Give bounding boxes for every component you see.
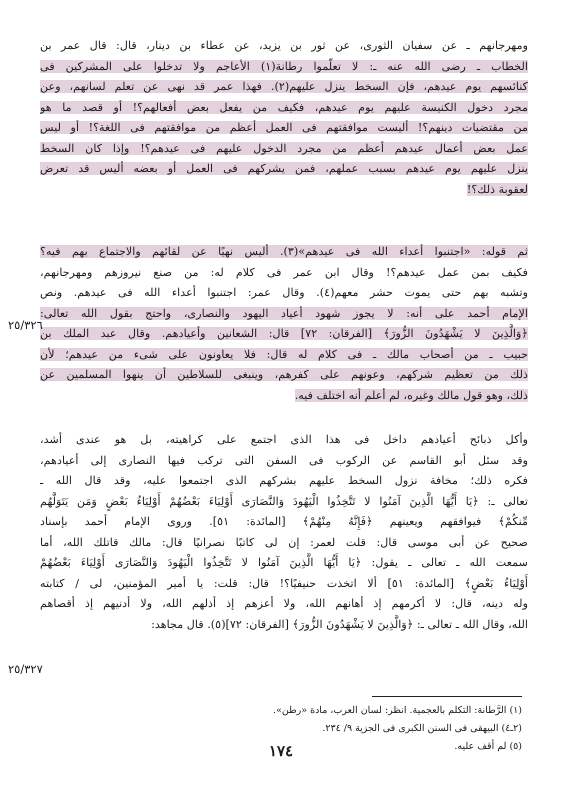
text-line: [40, 386, 528, 407]
text-line: [40, 242, 528, 263]
highlighted-text: الخطاب ـ رضى الله عنه ـ: لا تعلّموا رطانة(١) الأعاجم ولا تدخلوا على المشركين فى: [40, 59, 528, 73]
footnote: (٥) لم أقف عليه.: [454, 741, 522, 752]
text-line: [40, 77, 528, 98]
text-line: فكيف بمن عمل عيدهم؟! وقال ابن عمر فى كلام له: من صنع نيروزهم ومهرجانهم،: [40, 265, 528, 279]
text-line: [40, 324, 528, 345]
page-number: ١٧٤: [268, 742, 294, 760]
highlighted-text: عمل بعض أعمال عيدهم أعظم من مجرد الدخول عليهم فى عيدهم؟! وإذا كان السخط: [40, 141, 528, 155]
highlighted-text: لعقوبة ذلك؟!: [466, 182, 528, 196]
text-line: ومهرجانهم ـ عن سفيان الثورى، عن ثور بن يزيد، عن عطاء بن دينار، قال: قال عمر بن: [40, 39, 528, 52]
text-line: وقد سئل أبو القاسم عن الركوب فى السفن التى تركب فيها النصارى إلى أعيادهم،: [40, 453, 528, 467]
text-line: الله، وقال الله ـ تعالى ـ: ﴿وَالَّذِينَ لا يَشْهَدُونَ الزُّورَ﴾ [الفرقان: ٧٢](٥). قال مجاهد:: [151, 617, 528, 631]
text-line: [40, 365, 528, 386]
highlighted-text: من مقتضيات دينهم؟! أليست موافقتهم فى العمل أعظم من موافقتهم فى اللغة؟! أو ليس: [40, 121, 528, 134]
text-line: مِّنكُمْ﴾ فيوافقهم ويعينهم ﴿فَإِنَّهُ مِنْهُمْ﴾ [المائدة: ٥١]. وروى الإمام أحمد بإسناد: [40, 515, 528, 528]
highlighted-text: مجرد دخول الكنيسة عليهم يوم عيدهم، فكيف من يفعل بعض أفعالهم؟! أو قصد ما هو: [40, 100, 528, 114]
highlighted-text: ينزل عليهم يوم عيدهم بسبب عملهم، فمن يشركهم فى العمل أو بعضه أليس قد تعرض: [40, 162, 528, 175]
text-line: [40, 304, 528, 325]
margin-reference: ٢٥/٣٢٧: [8, 662, 43, 676]
paragraph-2: [40, 242, 528, 406]
text-line: [40, 57, 528, 78]
text-line: وتشبه بهم حتى يموت حشر معهم(٤). وقال عمر: اجتنبوا أعداء الله فى عيدهم. ونص: [40, 286, 528, 299]
text-line: [40, 159, 528, 180]
text-line: وأكل ذبائح أعيادهم داخل فى هذا الذى اجتمع على كراهيته، بل هو عندى أشد،: [40, 433, 528, 446]
text-line: صحيح عن أبى موسى قال: قلت لعمر: إن لى كاتبًا نصرانيًا قال: مالك قاتلك الله، أما: [40, 535, 528, 549]
text-line: أَوْلِيَاءُ بَعْضٍ﴾ [المائدة: ٥١] ألا اتخذت حنيفيًا؟! قال: قلت: يا أمير المؤمنين، لى / كتابته: [40, 576, 528, 590]
highlighted-text: ذلك من تعظيم شركهم، وعونهم على كفرهم، وينبغى للسلاطين أن ينهوا المسلمين عن: [40, 368, 528, 381]
paragraph-1: [40, 36, 528, 200]
text-line: [40, 139, 528, 160]
text-line: [40, 98, 528, 119]
highlighted-text: حبيب ـ من أصحاب مالك ـ فى كلام له قال: فلا يعاونون على شىء من عيدهم؛ لأن: [40, 347, 528, 361]
text-line: [40, 180, 528, 201]
highlighted-text: كنائسهم يوم عيدهم، فإن السخط ينزل عليهم(٢). فهذا عمر قد نهى عن تعلم لسانهم، وعن: [40, 80, 528, 93]
paragraph-3: [40, 430, 528, 635]
highlighted-text: الإمام أحمد على أنه: لا يجوز شهود أعياد اليهود والنصارى، واحتج بقول الله تعالى:: [40, 306, 528, 320]
footnote: (٢ـ٤) البيهقى فى السنن الكبرى فى الجزية ٩/ ٢٣٤.: [322, 723, 522, 734]
text-line: سمعت الله ـ تعالى ـ يقول: ﴿يَا أَيُّهَا الَّذِينَ آمَنُوا لا تَتَّخِذُوا الْيَهُودَ وَالنَّصَارَى أَوْلِيَاءَ بَعْضُهُمْ: [40, 556, 528, 569]
text-line: [40, 345, 528, 366]
text-line: فكره ذلك؛ مخافة نزول السخط عليهم بشركهم الذى اجتمعوا عليه، وقد قال الله ـ: [40, 474, 528, 487]
highlighted-text: ﴿وَالَّذِينَ لا يَشْهَدُونَ الزُّورَ﴾ [الفرقان: ٧٢] قال: الشعانين وأعيادهم. وقال عبد الملك بن: [40, 327, 528, 340]
text-line: تعالى ـ: ﴿يَا أَيُّهَا الَّذِينَ آمَنُوا لا تَتَّخِذُوا الْيَهُودَ وَالنَّصَارَى أَوْلِيَاءَ بَعْضُهُمْ أَوْلِيَاءُ بَعْضٍ وَمَن يَتَوَلَّهُم: [40, 494, 528, 508]
margin-reference: ٢٥/٣٢٦: [8, 318, 43, 332]
highlighted-text: ثم قوله: «اجتنبوا أعداء الله فى عيدهم»(٣). أليس نهيًا عن لقائهم والاجتماع بهم فيه؟: [40, 245, 528, 258]
highlighted-text: ذلك، وهو قول مالك وغيره، لم أعلم أنه اختلف فيه.: [294, 388, 528, 402]
footnote: (١) الرَّطانة: التكلم بالعجمية. انظر: لسان العرب، مادة «رطن».: [273, 705, 522, 716]
text-line: [40, 118, 528, 139]
footnote-divider: [372, 696, 522, 697]
text-line: وله دينه، قال: لا أكرمهم إذ أهانهم الله، ولا أعزهم إذ أذلهم الله، ولا أدنيهم إذ أقصاهم: [40, 597, 528, 610]
